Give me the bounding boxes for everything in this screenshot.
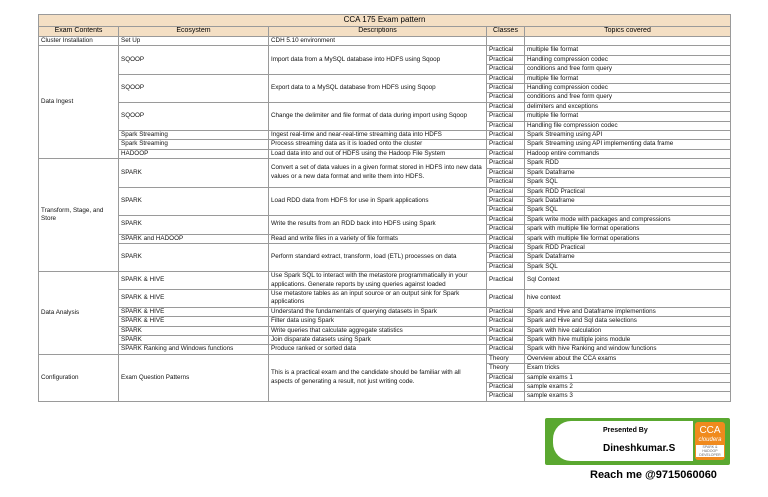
- class-cell: Practical: [487, 121, 525, 130]
- ecosystem-cell: SPARK: [119, 243, 269, 271]
- topic-cell: Spark Dataframe: [525, 253, 731, 262]
- col-header-topics: Topics covered: [525, 27, 731, 37]
- topic-cell: Spark RDD Practical: [525, 243, 731, 252]
- topic-cell: Spark SQL: [525, 178, 731, 187]
- topic-cell: conditions and free form query: [525, 93, 731, 102]
- description-cell: Ingest real-time and near-real-time streaming data into HDFS: [269, 131, 487, 140]
- exam-content-cell: Data Analysis: [39, 272, 119, 355]
- table-row: [39, 149, 731, 158]
- topic-cell: Overview about the CCA exams: [525, 354, 731, 363]
- description-cell: Write queries that calculate aggregate statistics: [269, 326, 487, 335]
- topic-cell: Hadoop entire commands: [525, 149, 731, 158]
- ecosystem-cell: SPARK Ranking and Windows functions: [119, 345, 269, 354]
- table-row: [39, 243, 731, 252]
- table-row: [39, 289, 731, 307]
- class-cell: Practical: [487, 84, 525, 93]
- topic-cell: Spark and Hive and Dataframe implementions: [525, 307, 731, 316]
- topic-cell: Spark with hive Ranking and window functions: [525, 345, 731, 354]
- ecosystem-cell: SQOOP: [119, 102, 269, 130]
- topic-cell: Spark RDD Practical: [525, 187, 731, 196]
- description-cell: Import data from a MySQL database into HDFS using Sqoop: [269, 46, 487, 74]
- class-cell: Practical: [487, 262, 525, 271]
- contact-text: Reach me @9715060060: [590, 469, 717, 481]
- topic-cell: sample exams 2: [525, 383, 731, 392]
- description-cell: Produce ranked or sorted data: [269, 345, 487, 354]
- description-cell: Load RDD data from HDFS for use in Spark applications: [269, 187, 487, 215]
- ecosystem-cell: SPARK: [119, 326, 269, 335]
- table-row: [39, 102, 731, 111]
- description-cell: Understand the fundamentals of querying datasets in Spark: [269, 307, 487, 316]
- description-cell: Join disparate datasets using Spark: [269, 336, 487, 345]
- class-cell: Practical: [487, 336, 525, 345]
- class-cell: Practical: [487, 225, 525, 234]
- topic-cell: spark with multiple file format operations: [525, 234, 731, 243]
- class-cell: Practical: [487, 159, 525, 168]
- exam-content-cell: Configuration: [39, 354, 119, 401]
- class-cell: Practical: [487, 55, 525, 64]
- ecosystem-cell: SPARK & HIVE: [119, 317, 269, 326]
- ecosystem-cell: SPARK: [119, 187, 269, 215]
- class-cell: Practical: [487, 234, 525, 243]
- table-row: [39, 37, 731, 46]
- table-row: [39, 354, 731, 363]
- class-cell: Practical: [487, 178, 525, 187]
- ecosystem-cell: SPARK: [119, 215, 269, 234]
- class-cell: Theory: [487, 354, 525, 363]
- table-title: CCA 175 Exam pattern: [39, 15, 731, 27]
- class-cell: Practical: [487, 383, 525, 392]
- ecosystem-cell: Exam Question Patterns: [119, 354, 269, 401]
- presenter-badge: [545, 418, 730, 465]
- class-cell: Practical: [487, 272, 525, 290]
- class-cell: Practical: [487, 140, 525, 149]
- cca-cloudera-logo: CCA cloudera SPARK & HADOOP DEVELOPER: [695, 422, 725, 460]
- class-cell: [487, 37, 525, 46]
- presenter-name: Dineshkumar.S: [603, 443, 676, 454]
- description-cell: Write the results from an RDD back into HDFS using Spark: [269, 215, 487, 234]
- exam-content-cell: Data Ingest: [39, 46, 119, 159]
- description-cell: CDH 5.10 environment: [269, 37, 487, 46]
- topic-cell: Spark write mode with packages and compressions: [525, 215, 731, 224]
- topic-cell: Spark Dataframe: [525, 168, 731, 177]
- topic-cell: delimiters and exceptions: [525, 102, 731, 111]
- topic-cell: multiple file format: [525, 74, 731, 83]
- class-cell: Practical: [487, 243, 525, 252]
- class-cell: Practical: [487, 65, 525, 74]
- topic-cell: Handling compression codec: [525, 84, 731, 93]
- class-cell: Practical: [487, 206, 525, 215]
- topic-cell: Spark SQL: [525, 262, 731, 271]
- description-cell: Use metastore tables as an input source or an output sink for Spark applications: [269, 289, 487, 307]
- ecosystem-cell: SPARK: [119, 336, 269, 345]
- exam-content-cell: Transform, Stage, and Store: [39, 159, 119, 272]
- table-row: [39, 336, 731, 345]
- class-cell: Practical: [487, 187, 525, 196]
- table-row: [39, 131, 731, 140]
- class-cell: Practical: [487, 46, 525, 55]
- class-cell: Practical: [487, 392, 525, 401]
- description-cell: Filter data using Spark: [269, 317, 487, 326]
- class-cell: Practical: [487, 289, 525, 307]
- presenter-card: [553, 421, 693, 461]
- topic-cell: Handling file compression codec: [525, 121, 731, 130]
- col-header-ecosystem: Ecosystem: [119, 27, 269, 37]
- class-cell: Practical: [487, 373, 525, 382]
- topic-cell: multiple file format: [525, 46, 731, 55]
- class-cell: Practical: [487, 215, 525, 224]
- topic-cell: Spark with hive multiple joins module: [525, 336, 731, 345]
- presented-by-label: Presented By: [603, 427, 648, 434]
- col-header-descriptions: Descriptions: [269, 27, 487, 37]
- description-cell: Export data to a MySQL database from HDFS using Sqoop: [269, 74, 487, 102]
- topic-cell: conditions and free form query: [525, 65, 731, 74]
- table-row: [39, 307, 731, 316]
- table-row: [39, 272, 731, 290]
- topic-cell: Spark Dataframe: [525, 196, 731, 205]
- ecosystem-cell: HADOOP: [119, 149, 269, 158]
- ecosystem-cell: SQOOP: [119, 46, 269, 74]
- ecosystem-cell: SPARK & HIVE: [119, 289, 269, 307]
- table-row: [39, 326, 731, 335]
- topic-cell: Spark and Hive and Sql data selections: [525, 317, 731, 326]
- ecosystem-cell: SQOOP: [119, 74, 269, 102]
- description-cell: Convert a set of data values in a given format stored in HDFS into new data values or a new data format and write them into HDFS.: [269, 159, 487, 187]
- topic-cell: Spark Streaming using API: [525, 131, 731, 140]
- ecosystem-cell: Spark Streaming: [119, 140, 269, 149]
- description-cell: This is a practical exam and the candidate should be familiar with all aspects of generating a result, not just writing code.: [269, 354, 487, 401]
- description-cell: Process streaming data as it is loaded onto the cluster: [269, 140, 487, 149]
- class-cell: Practical: [487, 74, 525, 83]
- ecosystem-cell: Spark Streaming: [119, 131, 269, 140]
- table-row: [39, 74, 731, 83]
- col-header-exam-contents: Exam Contents: [39, 27, 119, 37]
- topic-cell: Spark SQL: [525, 206, 731, 215]
- class-cell: Practical: [487, 326, 525, 335]
- class-cell: Practical: [487, 253, 525, 262]
- class-cell: Practical: [487, 131, 525, 140]
- topic-cell: multiple file format: [525, 112, 731, 121]
- table-row: [39, 187, 731, 196]
- description-cell: Read and write files in a variety of file formats: [269, 234, 487, 243]
- class-cell: Practical: [487, 102, 525, 111]
- topic-cell: spark with multiple file format operations: [525, 225, 731, 234]
- class-cell: Practical: [487, 345, 525, 354]
- exam-pattern-table: [38, 14, 731, 402]
- table-row: [39, 140, 731, 149]
- topic-cell: Handling compression codec: [525, 55, 731, 64]
- class-cell: Practical: [487, 93, 525, 102]
- topic-cell: sample exams 1: [525, 373, 731, 382]
- topic-cell: Sql Context: [525, 272, 731, 290]
- class-cell: Theory: [487, 364, 525, 373]
- class-cell: Practical: [487, 307, 525, 316]
- description-cell: Perform standard extract, transform, load (ETL) processes on data: [269, 243, 487, 271]
- ecosystem-cell: SPARK: [119, 159, 269, 187]
- table-row: [39, 159, 731, 168]
- topic-cell: Spark Streaming using API implementing data frame: [525, 140, 731, 149]
- topic-cell: Exam tricks: [525, 364, 731, 373]
- topic-cell: Spark with hive calculation: [525, 326, 731, 335]
- table-row: [39, 234, 731, 243]
- class-cell: Practical: [487, 196, 525, 205]
- ecosystem-cell: SPARK & HIVE: [119, 272, 269, 290]
- table-row: [39, 46, 731, 55]
- ecosystem-cell: SPARK & HIVE: [119, 307, 269, 316]
- description-cell: Use Spark SQL to interact with the metastore programmatically in your applications. Generate reports by using queries against loaded: [269, 272, 487, 290]
- class-cell: Practical: [487, 149, 525, 158]
- table-row: [39, 317, 731, 326]
- description-cell: Load data into and out of HDFS using the Hadoop File System: [269, 149, 487, 158]
- ecosystem-cell: SPARK and HADOOP: [119, 234, 269, 243]
- class-cell: Practical: [487, 317, 525, 326]
- topic-cell: hive context: [525, 289, 731, 307]
- table-row: [39, 345, 731, 354]
- ecosystem-cell: Set Up: [119, 37, 269, 46]
- exam-content-cell: Cluster Installation: [39, 37, 119, 46]
- class-cell: Practical: [487, 112, 525, 121]
- class-cell: Practical: [487, 168, 525, 177]
- col-header-classes: Classes: [487, 27, 525, 37]
- description-cell: Change the delimiter and file format of data during import using Sqoop: [269, 102, 487, 130]
- topic-cell: Spark RDD: [525, 159, 731, 168]
- topic-cell: [525, 37, 731, 46]
- table-row: [39, 215, 731, 224]
- topic-cell: sample exams 3: [525, 392, 731, 401]
